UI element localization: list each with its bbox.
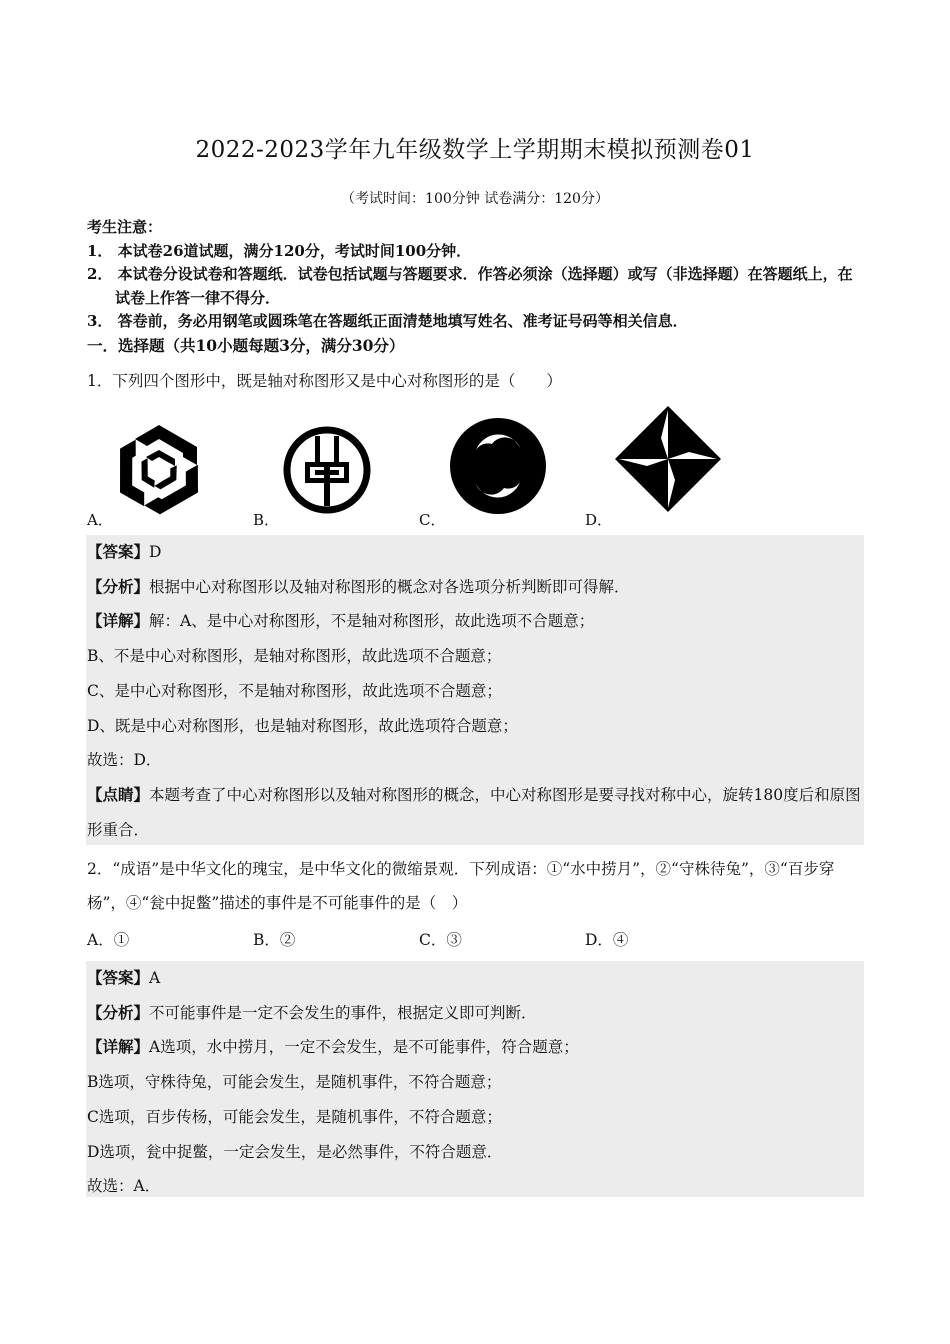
answer-line: [87, 961, 864, 996]
analysis-line: [87, 996, 864, 1031]
detail-line: [87, 604, 864, 639]
answer-line: [87, 535, 864, 570]
detail-line: 故选：D．: [87, 751, 162, 770]
answer-value: D: [149, 543, 162, 561]
comment-tag: 【点睛】: [87, 784, 150, 804]
analysis-tag: 【分析】: [87, 1002, 150, 1022]
question-1-figures: [87, 400, 787, 530]
question-1-answer-box: [86, 535, 864, 845]
figure-option-c: [419, 400, 579, 530]
analysis-text: 根据中心对称图形以及轴对称图形的概念对各选项分析判断即可得解．: [149, 577, 630, 596]
note-item: 3． 答卷前，务必用钢笔或圆珠笔在答题纸正面清楚地填写姓名、准考证号码等相关信息．: [87, 312, 688, 330]
answer-tag: 【答案】: [87, 968, 150, 987]
pinwheel-diamond-icon: [613, 404, 723, 514]
question-2-stem: 2．“成语”是中华文化的瑰宝，是中华文化的微缩景观．下列成语：①“水中捞月”，②“守株待兔”，③“百步穿杨”，④“瓮中捉鳖”描述的事件是不可能事件的是（ ）: [87, 860, 835, 912]
answer-tag: 【答案】: [87, 542, 150, 561]
analysis-tag: 【分析】: [87, 576, 150, 596]
figure-option-a: [87, 400, 247, 530]
figure-label: C．: [419, 511, 446, 529]
analysis-text: 不可能事件是一定不会发生的事件，根据定义即可判断．: [149, 1003, 537, 1022]
detail-tag: 【详解】: [87, 1037, 150, 1057]
detail-tag: 【详解】: [87, 611, 150, 631]
comment-text: 本题考查了中心对称图形以及轴对称图形的概念，中心对称图形是要寻找对称中心，旋转180度后和原图形重合．: [87, 785, 861, 839]
candidate-notes: [87, 216, 867, 334]
detail-text: 解：A、是中心对称图形，不是轴对称图形，故此选项不合题意；: [149, 612, 595, 631]
figure-option-b: [253, 400, 413, 530]
detail-line: D选项，瓮中捉鳖，一定会发生，是必然事件，不符合题意．: [87, 1142, 503, 1161]
detail-line: D、既是中心对称图形，也是轴对称图形，故此选项符合题意；: [87, 716, 518, 735]
question-1-stem: 1．下列四个图形中，既是轴对称图形又是中心对称图形的是（ ）: [87, 372, 562, 390]
figure-label: D．: [585, 511, 613, 529]
option-d: D．④: [585, 931, 629, 949]
interlocking-hexagon-icon: [109, 420, 209, 520]
notes-heading: 考生注意：: [87, 218, 163, 236]
detail-line: B选项，守株待兔，可能会发生，是随机事件，不符合题意；: [87, 1073, 502, 1092]
comment-line: [87, 778, 864, 847]
option-a: A．①: [87, 931, 130, 949]
exam-info: （考试时间：100分钟 试卷满分：120分）: [341, 191, 609, 207]
detail-line: 故选：A．: [87, 1177, 161, 1196]
section-heading: 一．选择题（共10小题每题3分，满分30分）: [87, 336, 405, 355]
figure-label: B．: [253, 511, 280, 529]
note-item: 2． 本试卷分设试卷和答题纸．试卷包括试题与答题要求．作答必须涂（选择题）或写（非选择题）在答题纸上，在试卷上作答一律不得分．: [87, 265, 853, 307]
bank-logo-icon: [277, 420, 377, 520]
detail-line: C、是中心对称图形，不是轴对称图形，故此选项不合题意；: [87, 681, 502, 700]
option-b: B．②: [253, 931, 296, 949]
page-title: 2022-2023学年九年级数学上学期期末模拟预测卷01: [195, 137, 755, 163]
question-2-options: [87, 923, 787, 957]
option-c: C．③: [419, 931, 462, 949]
analysis-line: [87, 570, 864, 605]
detail-line: B、不是中心对称图形，是轴对称图形，故此选项不合题意；: [87, 647, 502, 666]
double-comma-circle-icon: [446, 414, 550, 518]
note-item: 1． 本试卷26道试题，满分120分，考试时间100分钟．: [87, 241, 472, 260]
detail-text: A选项，水中捞月，一定不会发生，是不可能事件，符合题意；: [149, 1038, 579, 1057]
question-2-answer-box: [86, 961, 864, 1197]
answer-value: A: [149, 969, 161, 987]
figure-label: A．: [87, 511, 113, 529]
figure-option-d: [585, 400, 745, 530]
detail-line: C选项，百步传杨，可能会发生，是随机事件，不符合题意；: [87, 1107, 502, 1126]
detail-line: [87, 1030, 864, 1065]
